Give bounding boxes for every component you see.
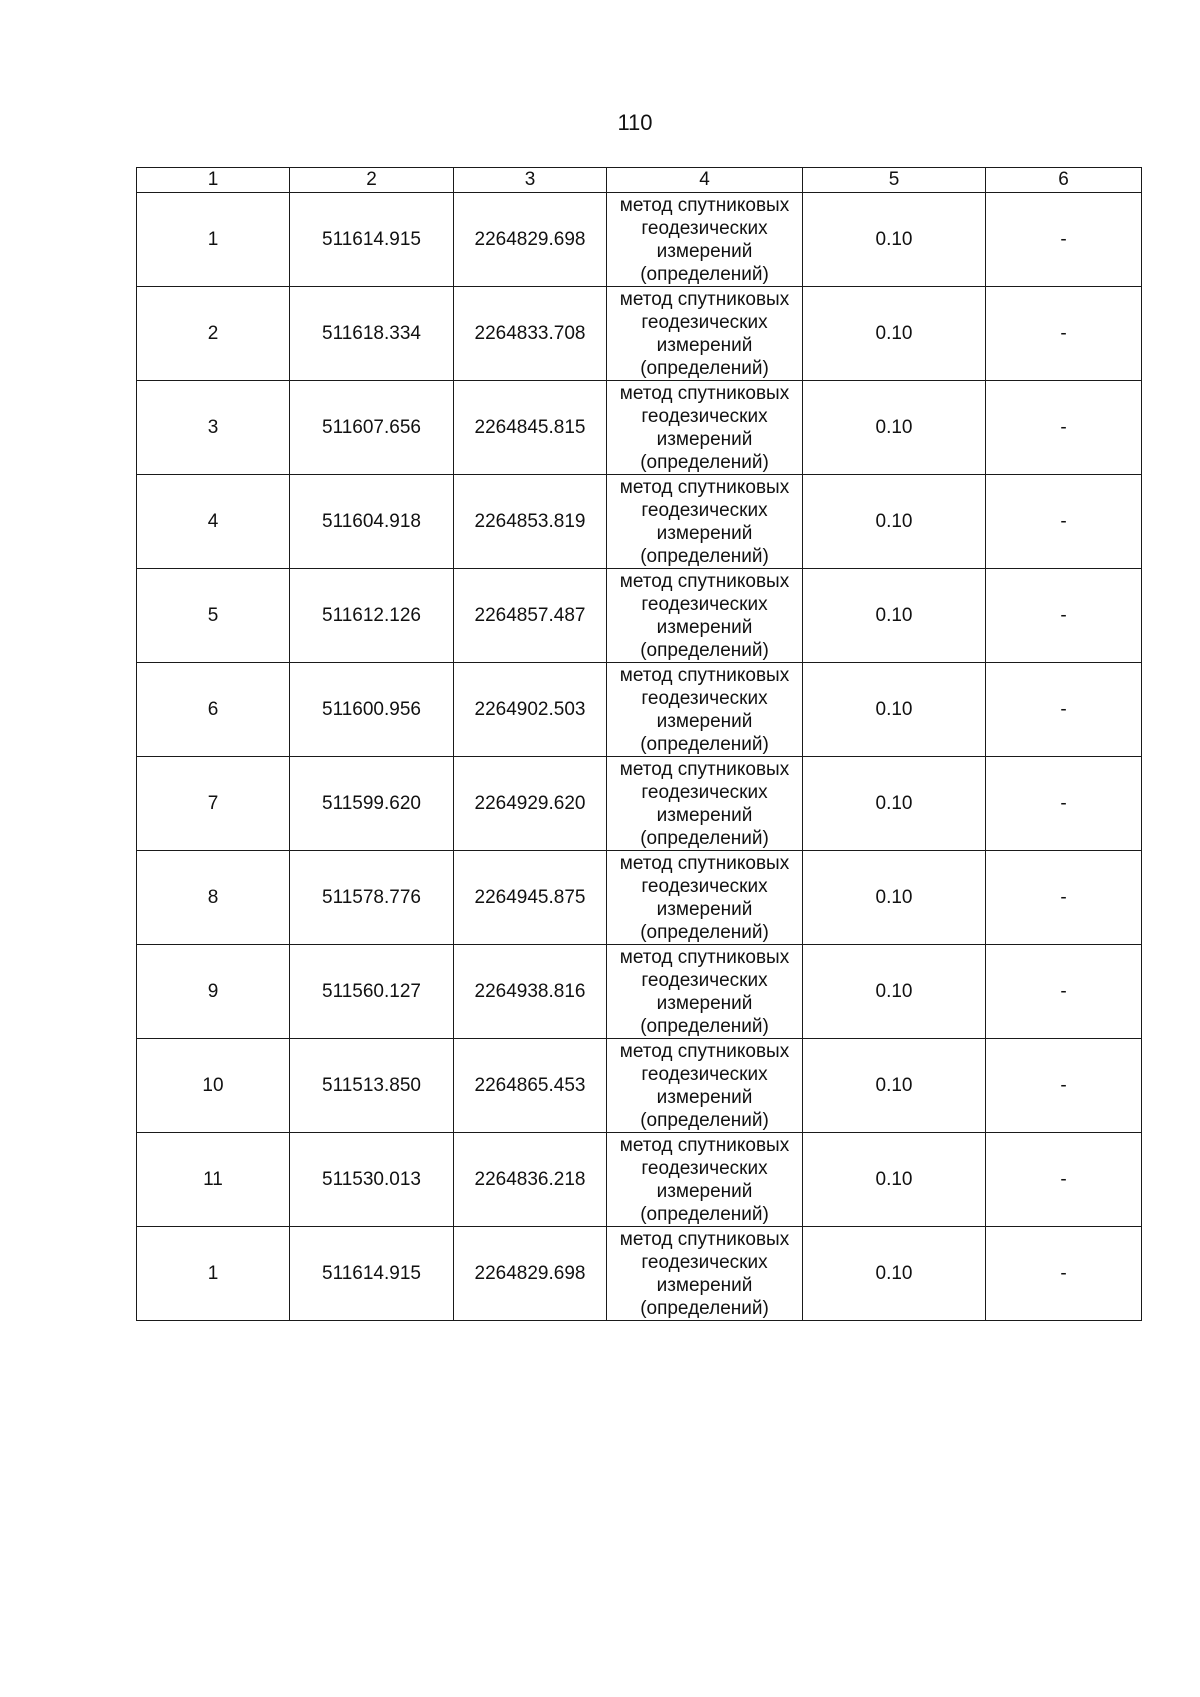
y-coordinate-cell: 2264945.875 [454, 851, 607, 945]
x-coordinate-cell: 511578.776 [290, 851, 454, 945]
coordinates-table [136, 167, 1142, 1321]
note-cell: - [986, 475, 1142, 569]
method-cell: метод спутниковых геодезических измерений (определений) [607, 1227, 803, 1321]
column-header-4: 4 [607, 168, 803, 193]
table-row [137, 851, 1142, 945]
point-number-cell: 10 [137, 1039, 290, 1133]
note-cell: - [986, 757, 1142, 851]
x-coordinate-cell: 511599.620 [290, 757, 454, 851]
x-coordinate-cell: 511614.915 [290, 193, 454, 287]
accuracy-cell: 0.10 [803, 1133, 986, 1227]
table-row [137, 1133, 1142, 1227]
method-cell: метод спутниковых геодезических измерений (определений) [607, 757, 803, 851]
x-coordinate-cell: 511604.918 [290, 475, 454, 569]
accuracy-cell: 0.10 [803, 475, 986, 569]
point-number-cell: 7 [137, 757, 290, 851]
note-cell: - [986, 287, 1142, 381]
table-row [137, 287, 1142, 381]
accuracy-cell: 0.10 [803, 945, 986, 1039]
table-row [137, 569, 1142, 663]
y-coordinate-cell: 2264833.708 [454, 287, 607, 381]
table-row [137, 475, 1142, 569]
column-header-1: 1 [137, 168, 290, 193]
x-coordinate-cell: 511560.127 [290, 945, 454, 1039]
accuracy-cell: 0.10 [803, 287, 986, 381]
method-cell: метод спутниковых геодезических измерений (определений) [607, 1039, 803, 1133]
method-cell: метод спутниковых геодезических измерений (определений) [607, 851, 803, 945]
accuracy-cell: 0.10 [803, 381, 986, 475]
note-cell: - [986, 945, 1142, 1039]
point-number-cell: 3 [137, 381, 290, 475]
y-coordinate-cell: 2264865.453 [454, 1039, 607, 1133]
table-header-row [137, 168, 1142, 193]
column-header-3: 3 [454, 168, 607, 193]
y-coordinate-cell: 2264829.698 [454, 1227, 607, 1321]
table-row [137, 193, 1142, 287]
x-coordinate-cell: 511612.126 [290, 569, 454, 663]
y-coordinate-cell: 2264845.815 [454, 381, 607, 475]
column-header-2: 2 [290, 168, 454, 193]
point-number-cell: 9 [137, 945, 290, 1039]
accuracy-cell: 0.10 [803, 1227, 986, 1321]
method-cell: метод спутниковых геодезических измерений (определений) [607, 663, 803, 757]
point-number-cell: 6 [137, 663, 290, 757]
note-cell: - [986, 1133, 1142, 1227]
method-cell: метод спутниковых геодезических измерений (определений) [607, 945, 803, 1039]
y-coordinate-cell: 2264929.620 [454, 757, 607, 851]
note-cell: - [986, 663, 1142, 757]
x-coordinate-cell: 511618.334 [290, 287, 454, 381]
note-cell: - [986, 193, 1142, 287]
x-coordinate-cell: 511530.013 [290, 1133, 454, 1227]
column-header-6: 6 [986, 168, 1142, 193]
note-cell: - [986, 569, 1142, 663]
point-number-cell: 5 [137, 569, 290, 663]
accuracy-cell: 0.10 [803, 1039, 986, 1133]
point-number-cell: 1 [137, 193, 290, 287]
method-cell: метод спутниковых геодезических измерений (определений) [607, 193, 803, 287]
point-number-cell: 1 [137, 1227, 290, 1321]
note-cell: - [986, 1227, 1142, 1321]
accuracy-cell: 0.10 [803, 663, 986, 757]
y-coordinate-cell: 2264836.218 [454, 1133, 607, 1227]
accuracy-cell: 0.10 [803, 757, 986, 851]
table-row [137, 663, 1142, 757]
table-row [137, 381, 1142, 475]
x-coordinate-cell: 511607.656 [290, 381, 454, 475]
x-coordinate-cell: 511513.850 [290, 1039, 454, 1133]
note-cell: - [986, 851, 1142, 945]
table-row [137, 1039, 1142, 1133]
method-cell: метод спутниковых геодезических измерений (определений) [607, 287, 803, 381]
y-coordinate-cell: 2264902.503 [454, 663, 607, 757]
method-cell: метод спутниковых геодезических измерений (определений) [607, 381, 803, 475]
note-cell: - [986, 381, 1142, 475]
method-cell: метод спутниковых геодезических измерений (определений) [607, 1133, 803, 1227]
point-number-cell: 2 [137, 287, 290, 381]
accuracy-cell: 0.10 [803, 569, 986, 663]
accuracy-cell: 0.10 [803, 851, 986, 945]
y-coordinate-cell: 2264853.819 [454, 475, 607, 569]
x-coordinate-cell: 511614.915 [290, 1227, 454, 1321]
table-row [137, 757, 1142, 851]
y-coordinate-cell: 2264857.487 [454, 569, 607, 663]
method-cell: метод спутниковых геодезических измерений (определений) [607, 475, 803, 569]
page-number: 110 [617, 110, 653, 135]
column-header-5: 5 [803, 168, 986, 193]
note-cell: - [986, 1039, 1142, 1133]
y-coordinate-cell: 2264829.698 [454, 193, 607, 287]
accuracy-cell: 0.10 [803, 193, 986, 287]
table-row [137, 945, 1142, 1039]
table-row [137, 1227, 1142, 1321]
method-cell: метод спутниковых геодезических измерений (определений) [607, 569, 803, 663]
point-number-cell: 11 [137, 1133, 290, 1227]
point-number-cell: 8 [137, 851, 290, 945]
y-coordinate-cell: 2264938.816 [454, 945, 607, 1039]
x-coordinate-cell: 511600.956 [290, 663, 454, 757]
point-number-cell: 4 [137, 475, 290, 569]
